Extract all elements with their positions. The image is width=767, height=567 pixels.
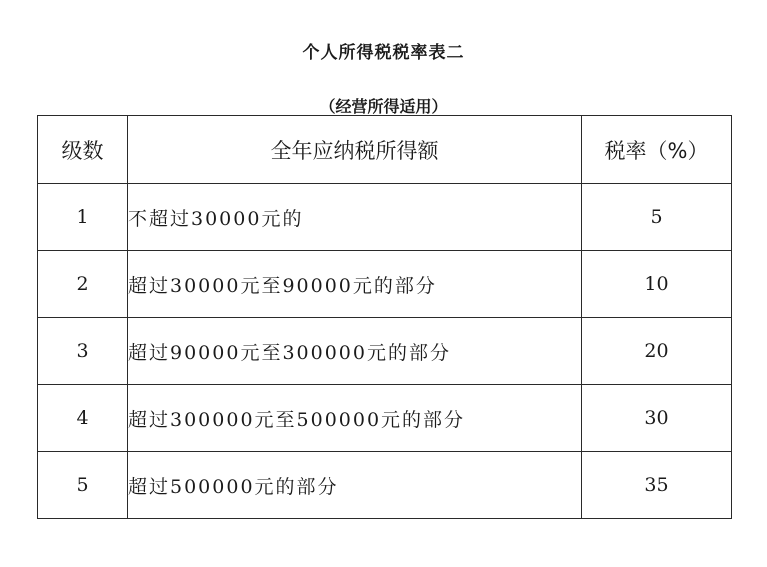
rate-cell: 20	[582, 318, 732, 385]
income-range-cell: 超过30000元至90000元的部分	[128, 251, 582, 318]
rate-cell: 30	[582, 385, 732, 452]
level-cell: 1	[38, 184, 128, 251]
table-row	[38, 385, 732, 452]
level-cell: 4	[38, 385, 128, 452]
table-row	[38, 251, 732, 318]
income-range-cell: 超过300000元至500000元的部分	[128, 385, 582, 452]
table-row	[38, 318, 732, 385]
table-title: 个人所得税税率表二	[302, 43, 465, 63]
header-tax-rate: 税率（%）	[582, 116, 732, 184]
level-cell: 5	[38, 452, 128, 519]
table-row	[38, 452, 732, 519]
header-level: 级数	[38, 116, 128, 184]
income-range-cell: 超过500000元的部分	[128, 452, 582, 519]
rate-cell: 5	[582, 184, 732, 251]
rate-cell: 10	[582, 251, 732, 318]
table-header-row	[38, 116, 732, 184]
level-cell: 2	[38, 251, 128, 318]
header-taxable-income: 全年应纳税所得额	[128, 116, 582, 184]
income-range-cell: 超过90000元至300000元的部分	[128, 318, 582, 385]
tax-rate-table	[37, 115, 732, 519]
rate-cell: 35	[582, 452, 732, 519]
table-row	[38, 184, 732, 251]
table-subtitle: （经营所得适用）	[319, 97, 448, 116]
level-cell: 3	[38, 318, 128, 385]
income-range-cell: 不超过30000元的	[128, 184, 582, 251]
